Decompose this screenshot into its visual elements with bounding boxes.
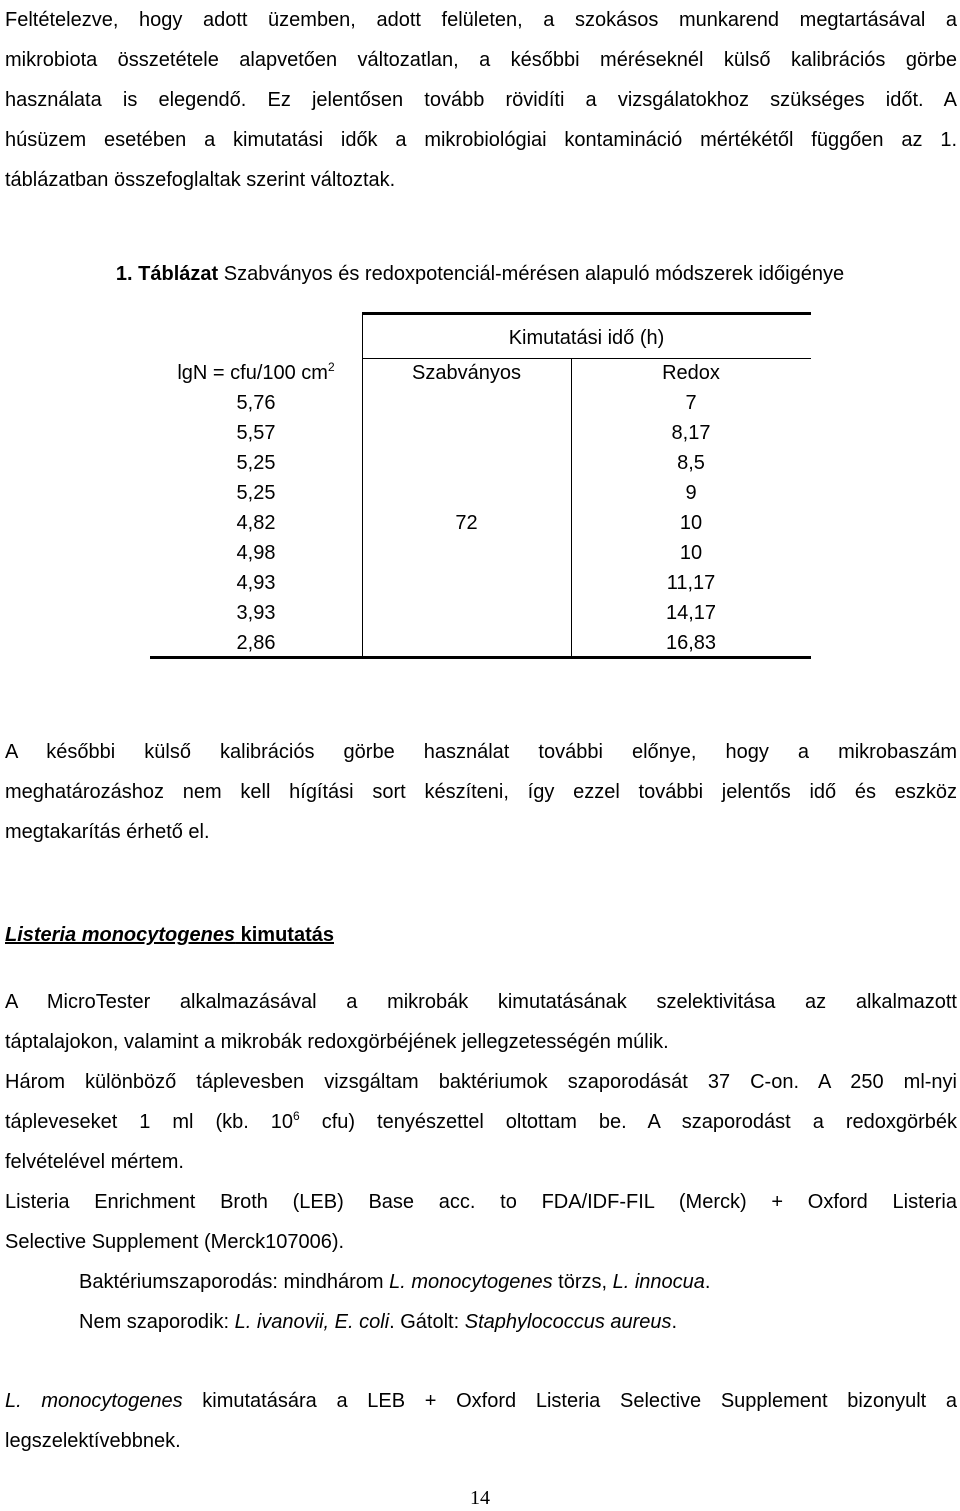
table-col-header-lgn xyxy=(150,358,362,388)
listeria-line: Három különböző táplevesben vizsgáltam baktériumok szaporodását 37 C-on. A 250 ml-nyi xyxy=(5,1071,957,1093)
final-line xyxy=(5,1381,957,1421)
species-name: L. monocytogenes xyxy=(389,1271,553,1293)
heading-rest: kimutatás xyxy=(235,924,334,946)
table-top-rule xyxy=(362,312,811,315)
table-caption-text: Szabványos és redoxpotenciál-mérésen alapuló módszerek időigénye xyxy=(218,263,845,285)
table-cell-redox: 8,5 xyxy=(677,452,705,474)
listeria-line: Listeria Enrichment Broth (LEB) Base acc. to FDA/IDF-FIL (Merck) + Oxford Listeria xyxy=(5,1191,957,1213)
lgn-header-sup: 2 xyxy=(327,360,335,374)
intro-line: használata is elegendő. Ez jelentősen tovább rövidíti a vizsgálatokhoz szükséges időt. A xyxy=(5,89,957,111)
listeria-section xyxy=(5,982,957,1342)
species-name: L. innocua xyxy=(612,1271,705,1293)
section-heading xyxy=(5,915,334,955)
listeria-line: Selective Supplement (Merck107006). xyxy=(5,1231,345,1253)
table-cell-redox: 7 xyxy=(685,392,697,414)
exponent: 6 xyxy=(293,1109,300,1123)
table-cell-lgn: 5,25 xyxy=(236,482,276,504)
after-table-paragraph xyxy=(5,732,957,852)
table-col-header-redox: Redox xyxy=(662,362,720,384)
no-growth-line xyxy=(5,1302,957,1342)
no-growth-text: . Gátolt: xyxy=(389,1311,465,1333)
table-cell-lgn: 4,98 xyxy=(236,542,276,564)
table-cell-lgn: 4,93 xyxy=(236,572,276,594)
table-group-header: Kimutatási idő (h) xyxy=(508,327,665,349)
table-cell-lgn: 4,82 xyxy=(236,512,276,534)
table-cell-lgn: 2,86 xyxy=(236,632,276,654)
final-text: kimutatására a LEB + Oxford Listeria Selective Supplement bizonyult a xyxy=(182,1390,958,1412)
table-cell-lgn: 5,25 xyxy=(236,452,276,474)
table-cell-redox: 10 xyxy=(679,542,703,564)
table-cell-lgn: 5,57 xyxy=(236,422,276,444)
table-cell-redox: 8,17 xyxy=(671,422,711,444)
table-cell-redox: 9 xyxy=(685,482,697,504)
final-paragraph xyxy=(5,1381,957,1461)
lgn-header-text: lgN = cfu/100 cm xyxy=(177,362,328,384)
table-cell-redox: 10 xyxy=(679,512,703,534)
intro-line: mikrobiota összetétele alapvetően változatlan, a későbbi méréseknél külső kalibrációs görbe xyxy=(5,49,957,71)
after-table-line: meghatározáshoz nem kell hígítási sort készíteni, így ezzel további jelentős idő és eszköz xyxy=(5,781,957,803)
growth-text: törzs, xyxy=(552,1271,613,1293)
after-table-line: A későbbi külső kalibrációs görbe használat további előnye, hogy a mikrobaszám xyxy=(5,741,957,763)
intro-line: Feltételezve, hogy adott üzemben, adott felületen, a szokásos munkarend megtartásával a xyxy=(5,9,957,31)
species-name: Staphylococcus aureus xyxy=(464,1311,672,1333)
no-growth-text: Nem szaporodik: xyxy=(79,1311,235,1333)
no-growth-text: . xyxy=(671,1311,678,1333)
table-cell-standard: 72 xyxy=(455,512,478,534)
intro-line: húsüzem esetében a kimutatási idők a mikrobiológiai kontamináció mértékétől függően az 1. xyxy=(5,129,957,151)
listeria-line: felvételével mértem. xyxy=(5,1151,184,1173)
species-name: L. monocytogenes xyxy=(5,1390,183,1412)
table-caption xyxy=(0,254,960,294)
species-name: L. ivanovii, E. coli xyxy=(234,1311,390,1333)
listeria-line: A MicroTester alkalmazásával a mikrobák kimutatásának szelektivitása az alkalmazott xyxy=(5,991,957,1013)
heading-species: Listeria monocytogenes xyxy=(5,924,236,946)
growth-text: Baktériumszaporodás: mindhárom xyxy=(79,1271,390,1293)
table-cell-lgn: 3,93 xyxy=(236,602,276,624)
intro-line: táblázatban összefoglaltak szerint változtak. xyxy=(5,169,396,191)
listeria-line: táptalajokon, valamint a mikrobák redoxgörbéjének jellegzetességén múlik. xyxy=(5,1031,669,1053)
growth-text: . xyxy=(704,1271,711,1293)
table-cell-lgn: 5,76 xyxy=(236,392,276,414)
table-cell-redox: 11,17 xyxy=(666,572,716,594)
listeria-line xyxy=(5,1102,957,1142)
table-col-header-standard: Szabványos xyxy=(412,362,521,384)
table-caption-label: 1. Táblázat xyxy=(115,263,219,285)
listeria-text: tápleveseket 1 ml (kb. 10 xyxy=(5,1111,294,1133)
final-line: legszelektívebbnek. xyxy=(5,1430,181,1452)
table-cell-redox: 14,17 xyxy=(665,602,717,624)
after-table-line: megtakarítás érhető el. xyxy=(5,821,210,843)
page-number: 14 xyxy=(470,1487,490,1509)
growth-line xyxy=(5,1262,957,1302)
intro-paragraph xyxy=(5,0,957,200)
listeria-text: cfu) tenyészettel oltottam be. A szaporodást a redoxgörbék xyxy=(299,1111,957,1133)
table-cell-redox: 16,83 xyxy=(665,632,717,654)
